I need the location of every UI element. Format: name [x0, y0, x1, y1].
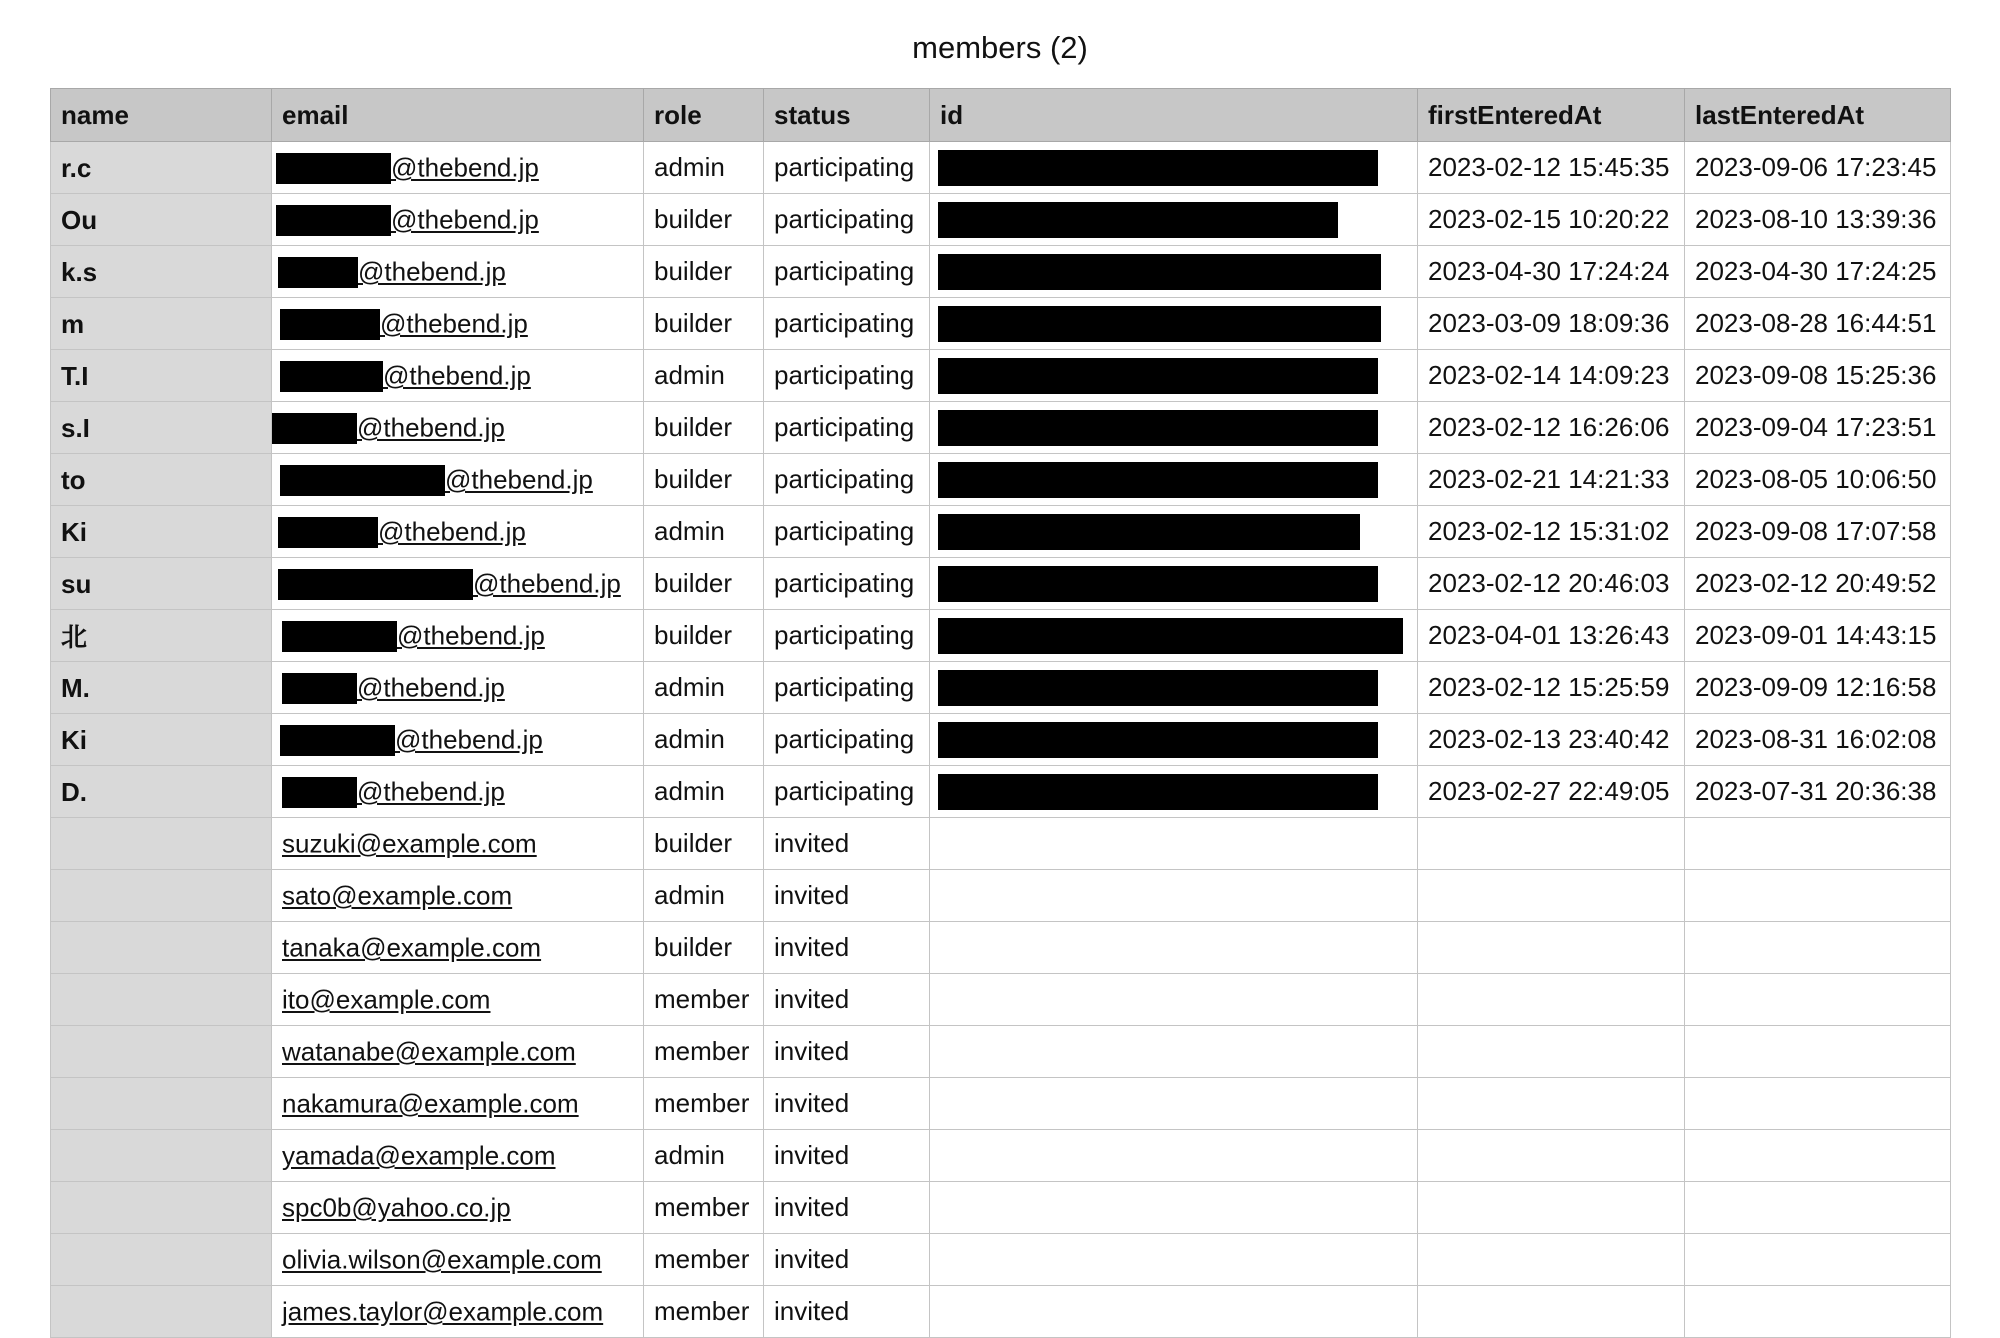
cell-first-entered-at: 2023-02-13 23:40:42 — [1418, 714, 1685, 766]
email-link[interactable]: james.taylor@example.com — [282, 1296, 604, 1327]
cell-first-entered-at — [1418, 1078, 1685, 1130]
member-name: k.s — [61, 256, 98, 287]
cell-email — [272, 714, 644, 766]
cell-status: participating — [764, 402, 930, 454]
cell-first-entered-at: 2023-02-12 16:26:06 — [1418, 402, 1685, 454]
cell-name — [51, 454, 272, 506]
cell-first-entered-at — [1418, 1182, 1685, 1234]
table-row[interactable] — [51, 558, 1951, 610]
cell-role: admin — [644, 714, 764, 766]
cell-last-entered-at: 2023-09-08 15:25:36 — [1685, 350, 1951, 402]
table-row[interactable] — [51, 870, 1951, 922]
cell-email — [272, 922, 644, 974]
cell-last-entered-at: 2023-08-10 13:39:36 — [1685, 194, 1951, 246]
cell-id — [930, 610, 1418, 662]
cell-last-entered-at: 2023-04-30 17:24:25 — [1685, 246, 1951, 298]
redacted-block — [276, 205, 391, 236]
column-header-first-entered-at[interactable]: firstEnteredAt — [1418, 89, 1685, 142]
cell-id — [930, 1182, 1418, 1234]
member-name: Ki — [61, 724, 87, 755]
cell-status: participating — [764, 142, 930, 194]
cell-name — [51, 1182, 272, 1234]
member-name: su — [61, 568, 92, 599]
table-row[interactable] — [51, 350, 1951, 402]
cell-first-entered-at — [1418, 974, 1685, 1026]
table-row[interactable] — [51, 142, 1951, 194]
cell-last-entered-at: 2023-09-08 17:07:58 — [1685, 506, 1951, 558]
cell-id — [930, 662, 1418, 714]
member-name: 北 — [61, 622, 88, 652]
cell-role: builder — [644, 298, 764, 350]
cell-status: invited — [764, 974, 930, 1026]
cell-email — [272, 142, 644, 194]
cell-id — [930, 142, 1418, 194]
email-link[interactable]: @thebend.jp — [378, 516, 526, 547]
cell-status: participating — [764, 350, 930, 402]
email-link[interactable]: olivia.wilson@example.com — [282, 1244, 602, 1275]
cell-email — [272, 1078, 644, 1130]
redacted-block — [276, 153, 391, 184]
cell-email — [272, 870, 644, 922]
cell-role: builder — [644, 922, 764, 974]
column-header-last-entered-at[interactable]: lastEnteredAt — [1685, 89, 1951, 142]
cell-last-entered-at: 2023-09-09 12:16:58 — [1685, 662, 1951, 714]
cell-role: admin — [644, 662, 764, 714]
table-row[interactable] — [51, 610, 1951, 662]
table-row[interactable] — [51, 1234, 1951, 1286]
cell-id — [930, 402, 1418, 454]
redacted-block — [280, 361, 383, 392]
cell-name — [51, 974, 272, 1026]
redacted-block — [938, 462, 1378, 498]
cell-name — [51, 1130, 272, 1182]
header-row — [51, 89, 1951, 142]
cell-email — [272, 662, 644, 714]
cell-status: invited — [764, 1234, 930, 1286]
cell-id — [930, 1026, 1418, 1078]
cell-name — [51, 818, 272, 870]
cell-role: admin — [644, 870, 764, 922]
redacted-block — [280, 465, 445, 496]
cell-first-entered-at — [1418, 818, 1685, 870]
cell-first-entered-at — [1418, 1286, 1685, 1338]
cell-first-entered-at — [1418, 1234, 1685, 1286]
cell-status: invited — [764, 1026, 930, 1078]
cell-email — [272, 818, 644, 870]
cell-email — [272, 1234, 644, 1286]
cell-last-entered-at — [1685, 1286, 1951, 1338]
cell-name — [51, 402, 272, 454]
cell-email — [272, 766, 644, 818]
cell-role: admin — [644, 766, 764, 818]
cell-name — [51, 558, 272, 610]
cell-last-entered-at: 2023-09-04 17:23:51 — [1685, 402, 1951, 454]
cell-last-entered-at: 2023-08-28 16:44:51 — [1685, 298, 1951, 350]
member-name: s.I — [61, 412, 90, 443]
cell-id — [930, 974, 1418, 1026]
cell-last-entered-at: 2023-08-31 16:02:08 — [1685, 714, 1951, 766]
cell-last-entered-at: 2023-09-01 14:43:15 — [1685, 610, 1951, 662]
redacted-block — [938, 514, 1360, 550]
cell-id — [930, 506, 1418, 558]
cell-email — [272, 194, 644, 246]
cell-status: participating — [764, 766, 930, 818]
cell-first-entered-at: 2023-03-09 18:09:36 — [1418, 298, 1685, 350]
cell-role: admin — [644, 350, 764, 402]
cell-name — [51, 142, 272, 194]
cell-role: member — [644, 1182, 764, 1234]
email-link[interactable]: @thebend.jp — [358, 256, 506, 287]
table-row[interactable] — [51, 974, 1951, 1026]
cell-last-entered-at: 2023-02-12 20:49:52 — [1685, 558, 1951, 610]
cell-status: participating — [764, 246, 930, 298]
redacted-block — [278, 517, 378, 548]
email-link[interactable]: @thebend.jp — [380, 308, 528, 339]
cell-role: builder — [644, 194, 764, 246]
table-row[interactable] — [51, 1130, 1951, 1182]
cell-name — [51, 246, 272, 298]
cell-name — [51, 714, 272, 766]
email-link[interactable]: @thebend.jp — [391, 152, 539, 183]
cell-id — [930, 350, 1418, 402]
cell-name — [51, 870, 272, 922]
cell-role: builder — [644, 818, 764, 870]
cell-last-entered-at — [1685, 922, 1951, 974]
redacted-block — [938, 774, 1378, 810]
table-row[interactable] — [51, 1182, 1951, 1234]
email-link[interactable]: @thebend.jp — [391, 204, 539, 235]
table-row[interactable] — [51, 714, 1951, 766]
cell-name — [51, 350, 272, 402]
cell-role: member — [644, 1234, 764, 1286]
cell-id — [930, 1078, 1418, 1130]
cell-email — [272, 610, 644, 662]
cell-role: builder — [644, 558, 764, 610]
redacted-block — [938, 722, 1378, 758]
cell-role: admin — [644, 1130, 764, 1182]
cell-role: member — [644, 1286, 764, 1338]
email-link[interactable]: yamada@example.com — [282, 1140, 556, 1171]
cell-first-entered-at: 2023-02-14 14:09:23 — [1418, 350, 1685, 402]
cell-status: participating — [764, 454, 930, 506]
email-link[interactable]: nakamura@example.com — [282, 1088, 579, 1119]
page-title: members (2) — [912, 30, 1088, 65]
cell-first-entered-at: 2023-02-12 15:31:02 — [1418, 506, 1685, 558]
column-header-status[interactable]: status — [764, 89, 930, 142]
cell-name — [51, 1234, 272, 1286]
cell-status: invited — [764, 818, 930, 870]
cell-first-entered-at: 2023-02-27 22:49:05 — [1418, 766, 1685, 818]
cell-email — [272, 402, 644, 454]
table-row[interactable] — [51, 766, 1951, 818]
cell-name — [51, 506, 272, 558]
member-name: to — [61, 464, 86, 495]
redacted-block — [938, 618, 1403, 654]
cell-status: participating — [764, 610, 930, 662]
member-name: m — [61, 308, 85, 339]
cell-role: admin — [644, 142, 764, 194]
cell-last-entered-at — [1685, 1182, 1951, 1234]
cell-email — [272, 558, 644, 610]
email-link[interactable]: spc0b@yahoo.co.jp — [282, 1192, 511, 1223]
cell-last-entered-at — [1685, 870, 1951, 922]
cell-role: builder — [644, 454, 764, 506]
cell-role: admin — [644, 506, 764, 558]
email-link[interactable]: @thebend.jp — [473, 568, 621, 599]
column-header-email[interactable]: email — [272, 89, 644, 142]
email-link[interactable]: @thebend.jp — [383, 360, 531, 391]
cell-name — [51, 1026, 272, 1078]
cell-status: participating — [764, 506, 930, 558]
redacted-block — [938, 202, 1338, 238]
cell-first-entered-at: 2023-04-30 17:24:24 — [1418, 246, 1685, 298]
cell-first-entered-at: 2023-02-12 15:25:59 — [1418, 662, 1685, 714]
cell-status: invited — [764, 922, 930, 974]
redacted-block — [938, 254, 1381, 290]
email-link[interactable]: suzuki@example.com — [282, 828, 537, 859]
cell-status: participating — [764, 714, 930, 766]
cell-first-entered-at: 2023-02-12 20:46:03 — [1418, 558, 1685, 610]
table-row[interactable] — [51, 1286, 1951, 1338]
email-link[interactable]: tanaka@example.com — [282, 932, 542, 963]
cell-name — [51, 922, 272, 974]
email-link[interactable]: sato@example.com — [282, 880, 513, 911]
cell-role: member — [644, 1026, 764, 1078]
redacted-block — [272, 413, 357, 444]
cell-status: invited — [764, 1182, 930, 1234]
cell-id — [930, 246, 1418, 298]
redacted-block — [938, 358, 1378, 394]
column-header-name[interactable]: name — [51, 89, 272, 142]
email-link[interactable]: @thebend.jp — [397, 620, 545, 651]
cell-last-entered-at — [1685, 1078, 1951, 1130]
cell-first-entered-at: 2023-04-01 13:26:43 — [1418, 610, 1685, 662]
cell-last-entered-at: 2023-09-06 17:23:45 — [1685, 142, 1951, 194]
cell-email — [272, 974, 644, 1026]
cell-id — [930, 1234, 1418, 1286]
table-row[interactable] — [51, 1026, 1951, 1078]
cell-first-entered-at — [1418, 1130, 1685, 1182]
cell-name — [51, 610, 272, 662]
table-row[interactable] — [51, 402, 1951, 454]
members-table — [50, 88, 1951, 1338]
cell-id — [930, 298, 1418, 350]
email-link[interactable]: ito@example.com — [282, 984, 491, 1015]
column-header-id[interactable]: id — [930, 89, 1418, 142]
cell-first-entered-at — [1418, 922, 1685, 974]
cell-id — [930, 870, 1418, 922]
cell-last-entered-at: 2023-08-05 10:06:50 — [1685, 454, 1951, 506]
redacted-block — [278, 257, 358, 288]
redacted-block — [938, 150, 1378, 186]
redacted-block — [282, 673, 357, 704]
email-link[interactable]: @thebend.jp — [445, 464, 593, 495]
cell-email — [272, 350, 644, 402]
cell-first-entered-at: 2023-02-21 14:21:33 — [1418, 454, 1685, 506]
cell-id — [930, 922, 1418, 974]
cell-email — [272, 454, 644, 506]
member-name: D. — [61, 776, 87, 807]
cell-name — [51, 1078, 272, 1130]
redacted-block — [280, 309, 380, 340]
cell-name — [51, 298, 272, 350]
cell-name — [51, 1286, 272, 1338]
cell-status: participating — [764, 194, 930, 246]
cell-id — [930, 1130, 1418, 1182]
cell-id — [930, 766, 1418, 818]
cell-role: member — [644, 974, 764, 1026]
member-name: T.I — [61, 360, 89, 391]
cell-status: invited — [764, 870, 930, 922]
cell-status: participating — [764, 662, 930, 714]
table-row[interactable] — [51, 246, 1951, 298]
table-row[interactable] — [51, 818, 1951, 870]
redacted-block — [282, 621, 397, 652]
cell-id — [930, 454, 1418, 506]
cell-email — [272, 1130, 644, 1182]
cell-name — [51, 194, 272, 246]
cell-role: builder — [644, 610, 764, 662]
cell-first-entered-at: 2023-02-12 15:45:35 — [1418, 142, 1685, 194]
table-row[interactable] — [51, 662, 1951, 714]
cell-first-entered-at — [1418, 1026, 1685, 1078]
cell-email — [272, 506, 644, 558]
cell-status: invited — [764, 1286, 930, 1338]
member-name: Ki — [61, 516, 87, 547]
redacted-block — [282, 777, 357, 808]
cell-email — [272, 1026, 644, 1078]
cell-id — [930, 558, 1418, 610]
redacted-block — [938, 410, 1378, 446]
redacted-block — [280, 725, 395, 756]
email-link[interactable]: @thebend.jp — [395, 724, 543, 755]
cell-last-entered-at: 2023-07-31 20:36:38 — [1685, 766, 1951, 818]
redacted-block — [938, 670, 1378, 706]
table-row[interactable] — [51, 922, 1951, 974]
cell-id — [930, 194, 1418, 246]
cell-first-entered-at: 2023-02-15 10:20:22 — [1418, 194, 1685, 246]
cell-name — [51, 766, 272, 818]
redacted-block — [938, 566, 1378, 602]
redacted-block — [938, 306, 1381, 342]
member-name: r.c — [61, 152, 92, 183]
cell-last-entered-at — [1685, 1026, 1951, 1078]
column-header-role[interactable]: role — [644, 89, 764, 142]
cell-id — [930, 714, 1418, 766]
cell-email — [272, 298, 644, 350]
cell-last-entered-at — [1685, 1234, 1951, 1286]
email-link[interactable]: @thebend.jp — [357, 672, 505, 703]
member-name: M. — [61, 672, 90, 703]
cell-status: participating — [764, 558, 930, 610]
cell-name — [51, 662, 272, 714]
member-name: Ou — [61, 204, 98, 235]
cell-status: participating — [764, 298, 930, 350]
email-link[interactable]: @thebend.jp — [357, 412, 505, 443]
cell-last-entered-at — [1685, 974, 1951, 1026]
cell-last-entered-at — [1685, 1130, 1951, 1182]
cell-role: member — [644, 1078, 764, 1130]
table-row[interactable] — [51, 298, 1951, 350]
cell-email — [272, 246, 644, 298]
cell-role: builder — [644, 402, 764, 454]
table-row[interactable] — [51, 194, 1951, 246]
cell-status: invited — [764, 1130, 930, 1182]
cell-last-entered-at — [1685, 818, 1951, 870]
email-link[interactable]: watanabe@example.com — [282, 1036, 576, 1067]
table-row[interactable] — [51, 506, 1951, 558]
cell-email — [272, 1286, 644, 1338]
cell-status: invited — [764, 1078, 930, 1130]
cell-id — [930, 818, 1418, 870]
email-link[interactable]: @thebend.jp — [357, 776, 505, 807]
redacted-block — [278, 569, 473, 600]
members-table-container — [50, 88, 1950, 1331]
cell-email — [272, 1182, 644, 1234]
table-row[interactable] — [51, 1078, 1951, 1130]
table-row[interactable] — [51, 454, 1951, 506]
cell-first-entered-at — [1418, 870, 1685, 922]
cell-role: builder — [644, 246, 764, 298]
cell-id — [930, 1286, 1418, 1338]
